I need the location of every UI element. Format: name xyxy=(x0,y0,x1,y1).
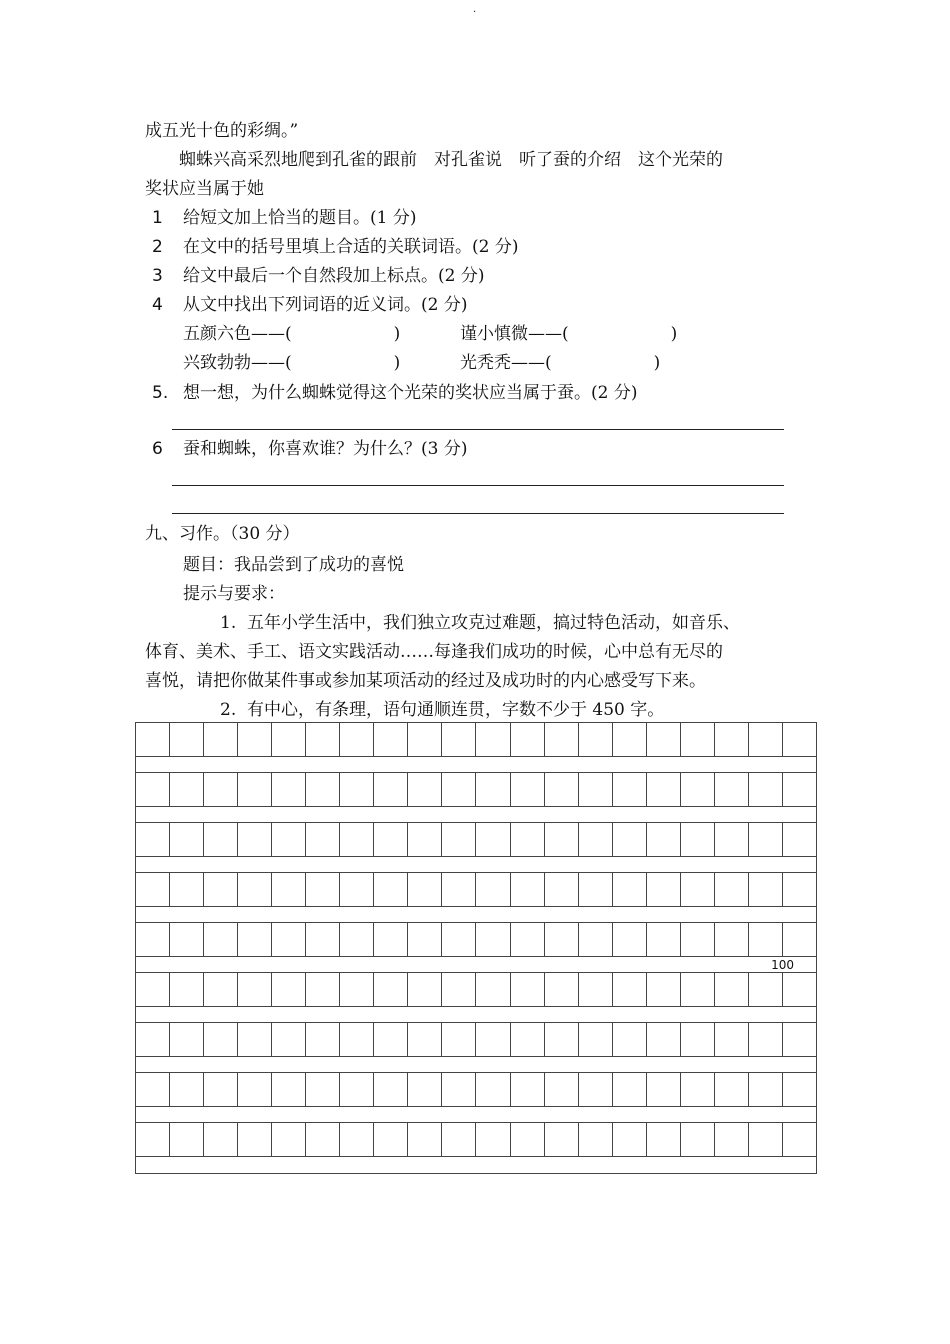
grid-cell[interactable] xyxy=(136,1023,170,1057)
grid-cell[interactable] xyxy=(204,1123,238,1157)
grid-cell[interactable] xyxy=(272,1073,306,1107)
grid-cell[interactable] xyxy=(204,1073,238,1107)
grid-cell[interactable] xyxy=(783,1023,816,1057)
grid-cell[interactable] xyxy=(136,923,170,957)
grid-cell[interactable] xyxy=(511,1073,545,1107)
grid-cell[interactable] xyxy=(306,973,340,1007)
grid-cell[interactable] xyxy=(340,823,374,857)
grid-cell[interactable] xyxy=(783,873,816,907)
requirement-1-line-3: 喜悦，请把你做某件事或参加某项活动的经过及成功时的内心感受写下来。 xyxy=(145,671,706,691)
grid-cell[interactable] xyxy=(715,723,749,757)
grid-cell[interactable] xyxy=(238,823,272,857)
grid-row-gap xyxy=(136,1107,816,1123)
grid-cell[interactable] xyxy=(306,1123,340,1157)
grid-cell[interactable] xyxy=(476,823,510,857)
question-number: 6 xyxy=(152,439,163,459)
grid-row xyxy=(136,823,816,857)
grid-cell[interactable] xyxy=(476,873,510,907)
grid-cell[interactable] xyxy=(647,773,681,807)
grid-cell[interactable] xyxy=(136,1123,170,1157)
grid-cell[interactable] xyxy=(511,723,545,757)
grid-row xyxy=(136,973,816,1007)
grid-cell[interactable] xyxy=(681,1023,715,1057)
question-text: 在文中的括号里填上合适的关联词语。(2 分) xyxy=(183,237,519,257)
grid-cell[interactable] xyxy=(715,1073,749,1107)
composition-heading: 九、习作。（30 分） xyxy=(145,524,300,544)
grid-cell[interactable] xyxy=(511,1123,545,1157)
grid-cell[interactable] xyxy=(681,873,715,907)
grid-cell[interactable] xyxy=(170,773,204,807)
question-text: 给短文加上恰当的题目。(1 分) xyxy=(183,208,417,228)
grid-cell[interactable] xyxy=(715,1023,749,1057)
grid-cell[interactable] xyxy=(204,1023,238,1057)
grid-cell[interactable] xyxy=(442,1123,476,1157)
grid-cell[interactable] xyxy=(272,1023,306,1057)
grid-cell[interactable] xyxy=(340,973,374,1007)
grid-row-gap xyxy=(136,1057,816,1073)
grid-cell[interactable] xyxy=(442,823,476,857)
grid-row-gap xyxy=(136,907,816,923)
grid-cell[interactable] xyxy=(545,923,579,957)
grid-cell[interactable] xyxy=(783,973,816,1007)
grid-cell[interactable] xyxy=(579,1073,613,1107)
question-text: 蚕和蜘蛛，你喜欢谁？为什么？(3 分) xyxy=(183,439,468,459)
grid-cell[interactable] xyxy=(783,923,816,957)
grid-row-gap xyxy=(136,857,816,873)
requirement-1-line-1: 1. 五年小学生活中，我们独立攻克过难题，搞过特色活动，如音乐、 xyxy=(220,613,741,633)
grid-cell[interactable] xyxy=(306,723,340,757)
grid-cell[interactable] xyxy=(579,723,613,757)
grid-cell[interactable] xyxy=(170,823,204,857)
grid-row xyxy=(136,723,816,757)
grid-row-gap xyxy=(136,807,816,823)
synonym-item: 兴致勃勃——( ) xyxy=(183,353,401,373)
grid-cell[interactable] xyxy=(613,923,647,957)
grid-cell[interactable] xyxy=(238,923,272,957)
synonym-item: 五颜六色——( ) xyxy=(183,324,401,344)
grid-cell[interactable] xyxy=(715,823,749,857)
question-text: 从文中找出下列词语的近义词。(2 分) xyxy=(183,295,468,315)
grid-row xyxy=(136,923,816,957)
grid-cell[interactable] xyxy=(647,1023,681,1057)
grid-cell[interactable] xyxy=(238,773,272,807)
grid-cell[interactable] xyxy=(511,923,545,957)
grid-cell[interactable] xyxy=(408,1073,442,1107)
passage-line-3: 奖状应当属于她 xyxy=(145,179,264,199)
grid-cell[interactable] xyxy=(238,1023,272,1057)
grid-cell[interactable] xyxy=(545,973,579,1007)
grid-cell[interactable] xyxy=(647,973,681,1007)
grid-cell[interactable] xyxy=(715,1123,749,1157)
grid-cell[interactable] xyxy=(442,873,476,907)
grid-cell[interactable] xyxy=(374,873,408,907)
grid-row xyxy=(136,1073,816,1107)
synonym-item: 光秃秃——( ) xyxy=(460,353,661,373)
grid-cell[interactable] xyxy=(783,773,816,807)
grid-cell[interactable] xyxy=(442,1023,476,1057)
grid-cell[interactable] xyxy=(511,973,545,1007)
grid-cell[interactable] xyxy=(306,773,340,807)
grid-cell[interactable] xyxy=(408,873,442,907)
grid-cell[interactable] xyxy=(238,723,272,757)
answer-line[interactable] xyxy=(172,429,784,430)
grid-cell[interactable] xyxy=(681,1123,715,1157)
grid-cell[interactable] xyxy=(408,823,442,857)
grid-cell[interactable] xyxy=(613,873,647,907)
grid-cell[interactable] xyxy=(170,973,204,1007)
grid-cell[interactable] xyxy=(272,1123,306,1157)
grid-cell[interactable] xyxy=(647,923,681,957)
grid-cell[interactable] xyxy=(579,923,613,957)
grid-cell[interactable] xyxy=(374,973,408,1007)
grid-cell[interactable] xyxy=(238,1073,272,1107)
grid-cell[interactable] xyxy=(613,1023,647,1057)
grid-cell[interactable] xyxy=(749,873,783,907)
question-text: 给文中最后一个自然段加上标点。(2 分) xyxy=(183,266,485,286)
grid-cell[interactable] xyxy=(545,723,579,757)
grid-cell[interactable] xyxy=(783,723,816,757)
grid-cell[interactable] xyxy=(374,773,408,807)
question-number: 1 xyxy=(152,208,163,228)
grid-cell[interactable] xyxy=(511,873,545,907)
grid-cell[interactable] xyxy=(579,1023,613,1057)
grid-cell[interactable] xyxy=(715,873,749,907)
grid-cell[interactable] xyxy=(647,723,681,757)
grid-cell[interactable] xyxy=(613,823,647,857)
grid-cell[interactable] xyxy=(545,873,579,907)
grid-cell[interactable] xyxy=(340,723,374,757)
grid-cell[interactable] xyxy=(681,723,715,757)
grid-row xyxy=(136,1123,816,1157)
composition-grid[interactable] xyxy=(135,722,817,1174)
grid-cell[interactable] xyxy=(545,1123,579,1157)
grid-cell[interactable] xyxy=(681,823,715,857)
grid-cell[interactable] xyxy=(511,1023,545,1057)
grid-cell[interactable] xyxy=(136,823,170,857)
grid-row-gap xyxy=(136,957,816,973)
grid-cell[interactable] xyxy=(749,1073,783,1107)
grid-row-gap xyxy=(136,1157,816,1173)
grid-cell[interactable] xyxy=(272,873,306,907)
grid-cell[interactable] xyxy=(579,773,613,807)
grid-cell[interactable] xyxy=(681,1073,715,1107)
requirement-2: 2. 有中心，有条理，语句通顺连贯，字数不少于 450 字。 xyxy=(220,700,665,720)
answer-line[interactable] xyxy=(172,485,784,486)
passage-line-1: 成五光十色的彩绸。” xyxy=(145,121,299,141)
grid-cell[interactable] xyxy=(374,1073,408,1107)
grid-cell[interactable] xyxy=(374,823,408,857)
grid-cell[interactable] xyxy=(613,1073,647,1107)
grid-cell[interactable] xyxy=(442,923,476,957)
grid-cell[interactable] xyxy=(272,723,306,757)
grid-cell[interactable] xyxy=(442,973,476,1007)
grid-cell[interactable] xyxy=(681,923,715,957)
grid-cell[interactable] xyxy=(170,1023,204,1057)
grid-cell[interactable] xyxy=(476,973,510,1007)
grid-cell[interactable] xyxy=(272,923,306,957)
grid-row xyxy=(136,773,816,807)
requirement-1-line-2: 体育、美术、手工、语文实践活动……每逢我们成功的时候，心中总有无尽的 xyxy=(145,642,723,662)
grid-cell[interactable] xyxy=(340,923,374,957)
grid-cell[interactable] xyxy=(204,923,238,957)
grid-cell[interactable] xyxy=(306,923,340,957)
grid-cell[interactable] xyxy=(715,773,749,807)
grid-row xyxy=(136,1023,816,1057)
question-text: 想一想，为什么蜘蛛觉得这个光荣的奖状应当属于蚕。(2 分) xyxy=(183,383,638,403)
grid-cell[interactable] xyxy=(579,1123,613,1157)
grid-cell[interactable] xyxy=(170,1123,204,1157)
grid-row-gap xyxy=(136,757,816,773)
grid-cell[interactable] xyxy=(511,823,545,857)
grid-cell[interactable] xyxy=(613,1123,647,1157)
grid-cell[interactable] xyxy=(408,923,442,957)
grid-cell[interactable] xyxy=(272,773,306,807)
grid-cell[interactable] xyxy=(408,723,442,757)
passage-line-2: 蜘蛛兴高采烈地爬到孔雀的跟前 对孔雀说 听了蚕的介绍 这个光荣的 xyxy=(145,150,723,170)
grid-cell[interactable] xyxy=(238,973,272,1007)
grid-cell[interactable] xyxy=(306,1023,340,1057)
grid-cell[interactable] xyxy=(238,1123,272,1157)
grid-row-gap xyxy=(136,1007,816,1023)
grid-cell[interactable] xyxy=(272,973,306,1007)
word-count-marker: 100 xyxy=(771,958,794,972)
grid-cell[interactable] xyxy=(476,1123,510,1157)
grid-row xyxy=(136,873,816,907)
grid-cell[interactable] xyxy=(545,773,579,807)
grid-cell[interactable] xyxy=(306,1073,340,1107)
grid-cell[interactable] xyxy=(306,873,340,907)
grid-cell[interactable] xyxy=(204,773,238,807)
grid-cell[interactable] xyxy=(511,773,545,807)
grid-cell[interactable] xyxy=(783,1073,816,1107)
grid-cell[interactable] xyxy=(340,1123,374,1157)
grid-cell[interactable] xyxy=(374,1023,408,1057)
grid-cell[interactable] xyxy=(136,873,170,907)
question-number: 4 xyxy=(152,295,163,315)
grid-cell[interactable] xyxy=(442,773,476,807)
grid-cell[interactable] xyxy=(749,823,783,857)
grid-cell[interactable] xyxy=(136,1073,170,1107)
grid-cell[interactable] xyxy=(204,873,238,907)
grid-cell[interactable] xyxy=(715,923,749,957)
question-number: 2 xyxy=(152,237,163,257)
answer-line[interactable] xyxy=(172,513,784,514)
grid-cell[interactable] xyxy=(272,823,306,857)
grid-cell[interactable] xyxy=(476,773,510,807)
grid-cell[interactable] xyxy=(136,973,170,1007)
grid-cell[interactable] xyxy=(749,723,783,757)
grid-cell[interactable] xyxy=(545,1073,579,1107)
grid-cell[interactable] xyxy=(613,773,647,807)
grid-cell[interactable] xyxy=(170,923,204,957)
grid-cell[interactable] xyxy=(476,1073,510,1107)
grid-cell[interactable] xyxy=(783,1123,816,1157)
question-number: 5. xyxy=(152,383,169,403)
grid-cell[interactable] xyxy=(204,723,238,757)
grid-cell[interactable] xyxy=(749,923,783,957)
grid-cell[interactable] xyxy=(408,1123,442,1157)
grid-cell[interactable] xyxy=(681,973,715,1007)
grid-cell[interactable] xyxy=(340,773,374,807)
grid-cell[interactable] xyxy=(476,723,510,757)
grid-cell[interactable] xyxy=(749,1023,783,1057)
grid-cell[interactable] xyxy=(749,1123,783,1157)
grid-cell[interactable] xyxy=(579,873,613,907)
header-dot: . xyxy=(473,4,477,15)
synonym-item: 谨小慎微——( ) xyxy=(460,324,678,344)
grid-cell[interactable] xyxy=(170,723,204,757)
grid-cell[interactable] xyxy=(545,823,579,857)
grid-cell[interactable] xyxy=(715,973,749,1007)
grid-cell[interactable] xyxy=(204,973,238,1007)
grid-cell[interactable] xyxy=(204,823,238,857)
grid-cell[interactable] xyxy=(408,973,442,1007)
grid-cell[interactable] xyxy=(647,823,681,857)
grid-cell[interactable] xyxy=(340,873,374,907)
grid-cell[interactable] xyxy=(579,973,613,1007)
grid-cell[interactable] xyxy=(613,973,647,1007)
grid-cell[interactable] xyxy=(238,873,272,907)
grid-cell[interactable] xyxy=(647,873,681,907)
grid-cell[interactable] xyxy=(408,773,442,807)
grid-cell[interactable] xyxy=(545,1023,579,1057)
grid-cell[interactable] xyxy=(476,923,510,957)
grid-cell[interactable] xyxy=(136,723,170,757)
grid-cell[interactable] xyxy=(476,1023,510,1057)
grid-cell[interactable] xyxy=(306,823,340,857)
grid-cell[interactable] xyxy=(340,1073,374,1107)
grid-cell[interactable] xyxy=(374,723,408,757)
grid-cell[interactable] xyxy=(170,1073,204,1107)
grid-cell[interactable] xyxy=(647,1073,681,1107)
grid-cell[interactable] xyxy=(374,923,408,957)
grid-cell[interactable] xyxy=(647,1123,681,1157)
grid-cell[interactable] xyxy=(783,823,816,857)
grid-cell[interactable] xyxy=(579,823,613,857)
grid-cell[interactable] xyxy=(374,1123,408,1157)
question-number: 3 xyxy=(152,266,163,286)
grid-cell[interactable] xyxy=(170,873,204,907)
grid-cell[interactable] xyxy=(613,723,647,757)
grid-cell[interactable] xyxy=(136,773,170,807)
grid-cell[interactable] xyxy=(749,773,783,807)
grid-cell[interactable] xyxy=(408,1023,442,1057)
composition-hint-label: 提示与要求： xyxy=(183,584,285,604)
grid-cell[interactable] xyxy=(442,723,476,757)
grid-cell[interactable] xyxy=(681,773,715,807)
grid-cell[interactable] xyxy=(442,1073,476,1107)
grid-cell[interactable] xyxy=(749,973,783,1007)
composition-title: 题目：我品尝到了成功的喜悦 xyxy=(183,555,404,575)
grid-cell[interactable] xyxy=(340,1023,374,1057)
